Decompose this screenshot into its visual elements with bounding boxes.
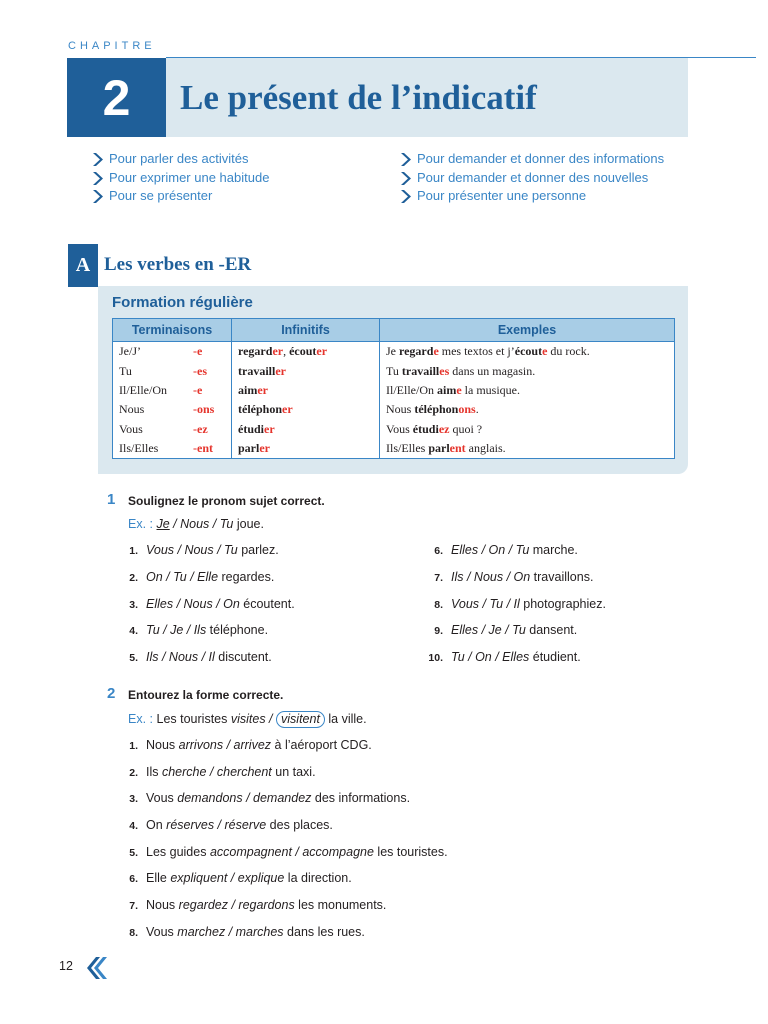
item-number: 6.: [129, 873, 138, 886]
item-rest: à l’aéroport CDG.: [271, 738, 372, 752]
verb-stem: parl: [428, 441, 450, 456]
table-row: [113, 420, 675, 439]
objective-item: Pour présenter une personne: [401, 187, 664, 206]
item-number: 1.: [129, 545, 138, 557]
objective-item: Pour exprimer une habitude: [93, 169, 269, 188]
verb-stem: regard: [238, 344, 273, 359]
verb-ending: er: [264, 421, 275, 436]
exercise-item: [112, 898, 448, 925]
exercise-instruction: Entourez la forme correcte.: [128, 688, 284, 702]
objective-item: Pour se présenter: [93, 187, 269, 206]
table-row: [113, 342, 675, 362]
verb-ending: er: [257, 382, 268, 397]
verb-ending: er: [275, 363, 286, 378]
verb-options[interactable]: cherche / cherchent: [161, 764, 272, 779]
table-row: [113, 400, 675, 419]
ending-cell: [113, 342, 232, 362]
item-rest: dans les rues.: [283, 924, 365, 939]
example-underlined: Je: [156, 517, 170, 531]
objective-item: Pour demander et donner des nouvelles: [401, 169, 664, 188]
ending: -ez: [193, 421, 208, 436]
verb-stem: écout: [514, 344, 543, 359]
exercise-example: Ex. : Les touristes visites / visitent la ville.: [128, 712, 367, 726]
objective-item: Pour demander et donner des informations: [401, 150, 664, 169]
verb-ending: er: [272, 344, 284, 359]
item-rest: des places.: [266, 818, 333, 833]
verb-stem: travaill: [238, 363, 276, 378]
exercise1-items-right: [417, 543, 606, 677]
infinitive-cell: [232, 400, 380, 419]
pronoun-options[interactable]: Elles / On / Tu: [451, 543, 530, 557]
verb-options[interactable]: regardez / regardons: [178, 898, 295, 913]
column-header: Terminaisons: [113, 319, 232, 342]
pronoun: Vous: [119, 421, 143, 436]
item-rest: les monuments.: [294, 898, 387, 913]
exercise-item: [112, 543, 295, 570]
item-number: 5.: [129, 846, 138, 859]
verb-options[interactable]: expliquent / explique: [170, 871, 285, 886]
verb-ending: ent: [449, 441, 466, 456]
exercise-item: [417, 650, 606, 677]
pronoun: Tu: [119, 363, 132, 378]
infinitive-cell: [232, 439, 380, 459]
item-pre: Nous: [146, 738, 179, 752]
example-options: / Nous / Tu: [169, 517, 234, 531]
item-pre: Les guides: [146, 844, 210, 859]
ending-cell: [113, 400, 232, 419]
infinitive-cell: [232, 361, 380, 380]
circled-answer: visitent: [276, 711, 325, 728]
chevron-right-icon: [401, 172, 415, 185]
item-number: 7.: [434, 571, 443, 584]
section-title: Les verbes en -ER: [104, 254, 252, 275]
item-pre: Vous: [146, 791, 178, 806]
item-rest: travaillons.: [530, 569, 594, 584]
chevron-right-icon: [93, 153, 107, 166]
exercise-instruction: Soulignez le pronom sujet correct.: [128, 494, 325, 508]
verb-ending: e: [542, 344, 548, 359]
item-rest: la direction.: [284, 871, 352, 886]
chapter-number: 2: [67, 58, 166, 137]
exercise-item: [112, 845, 448, 872]
example-cell: Vous étudiez quoi ?: [380, 420, 675, 439]
chapter-label: CHAPITRE: [68, 40, 156, 52]
ending-cell: [113, 381, 232, 400]
item-number: 5.: [129, 652, 138, 665]
item-number: 4.: [129, 820, 138, 833]
pronoun-options[interactable]: Elles / Nous / On: [146, 596, 240, 611]
exercise-number: 1: [107, 491, 116, 508]
verb-ending: ez: [438, 421, 450, 436]
item-rest: écoutent.: [239, 596, 295, 611]
page-number: 12: [59, 959, 73, 973]
infinitive-cell: [232, 381, 380, 400]
item-rest: téléphone.: [206, 623, 269, 638]
example-cell: Il/Elle/On aime la musique.: [380, 381, 675, 400]
verb-stem: parl: [238, 441, 260, 456]
example-label: Ex. :: [128, 712, 154, 726]
exercise-item: [112, 597, 295, 624]
exercise-example: [128, 517, 264, 531]
exercise2-items: [112, 738, 448, 952]
item-number: 2.: [129, 766, 138, 779]
chevron-right-icon: [401, 190, 415, 203]
exercise-item: [112, 738, 448, 765]
verb-stem: étudi: [238, 421, 265, 436]
item-rest: dansent.: [525, 623, 578, 638]
example-label: Ex. :: [128, 517, 154, 531]
objectives-left: [93, 150, 269, 206]
section-letter: A: [68, 244, 98, 287]
table-row: [113, 439, 675, 459]
item-pre: Elle: [146, 871, 171, 886]
example-rest: joue.: [233, 517, 264, 531]
ending: -ent: [193, 441, 213, 456]
chapter-title: Le présent de l’indicatif: [180, 78, 537, 117]
pronoun-options[interactable]: On / Tu / Elle: [146, 569, 219, 584]
example-cell: Je regarde mes textos et j’écoute du rock.: [380, 342, 675, 362]
objectives-right: [401, 150, 664, 206]
verb-options[interactable]: marchez / marches: [177, 924, 284, 939]
item-number: 8.: [434, 598, 443, 611]
chevron-right-icon: [93, 172, 107, 185]
verb-stem: travaill: [401, 363, 440, 378]
exercise-number: 2: [107, 685, 116, 702]
pronoun: Ils/Elles: [119, 441, 159, 456]
verb-options[interactable]: arrivons / arrivez: [178, 738, 272, 752]
item-number: 8.: [129, 926, 138, 939]
example-cell: Ils/Elles parlent anglais.: [380, 439, 675, 459]
item-number: 2.: [129, 571, 138, 584]
item-rest: un taxi.: [271, 764, 316, 779]
item-number: 10.: [428, 652, 443, 665]
exercise-item: [112, 650, 295, 677]
verb-ending: ons: [458, 402, 476, 417]
verb-stem: écout: [289, 344, 317, 359]
verb-ending: er: [259, 441, 270, 456]
exercise-item: [112, 570, 295, 597]
item-number: 1.: [129, 740, 138, 752]
exercise-item: [417, 543, 606, 570]
infinitive-cell: regarder, écouter: [232, 342, 380, 362]
verb-stem: étudi: [412, 421, 439, 436]
ending: -es: [193, 363, 207, 378]
item-rest: les touristes.: [373, 844, 448, 859]
example-cell: Tu travailles dans un magasin.: [380, 361, 675, 380]
verb-stem: téléphon: [238, 402, 283, 417]
item-pre: Vous: [146, 924, 178, 939]
ending-cell: [113, 361, 232, 380]
exercise-item: [112, 623, 295, 650]
item-pre: Nous: [146, 898, 179, 913]
chevron-right-icon: [401, 153, 415, 166]
item-number: 7.: [129, 900, 138, 913]
item-rest: étudient.: [529, 650, 581, 665]
item-pre: Ils: [146, 764, 162, 779]
pronoun-options[interactable]: Tu / Je / Ils: [146, 623, 207, 638]
pronoun: Nous: [119, 402, 145, 417]
exercise-item: [417, 623, 606, 650]
example-cell: Nous téléphonons.: [380, 400, 675, 419]
verb-ending: es: [439, 363, 450, 378]
verb-ending: e: [433, 344, 439, 359]
table-row: [113, 381, 675, 400]
verb-ending: e: [456, 382, 462, 397]
ending-cell: [113, 420, 232, 439]
infinitive-cell: [232, 420, 380, 439]
conjugation-table: [112, 318, 675, 459]
item-number: 9.: [434, 625, 443, 638]
verb-options[interactable]: réserves / réserve: [166, 818, 267, 833]
chevron-left-icon: [84, 956, 108, 980]
objective-item: Pour parler des activités: [93, 150, 269, 169]
item-rest: regardes.: [218, 569, 275, 584]
pronoun-options[interactable]: Tu / On / Elles: [451, 650, 530, 665]
item-number: 3.: [129, 598, 138, 611]
column-header: Infinitifs: [232, 319, 380, 342]
chevron-right-icon: [93, 190, 107, 203]
exercise-item: [112, 818, 448, 845]
item-number: 3.: [129, 793, 138, 806]
item-number: 6.: [434, 545, 443, 557]
verb-stem: aim: [437, 382, 457, 397]
pronoun-options[interactable]: Ils / Nous / On: [451, 569, 531, 584]
item-rest: parlez.: [237, 543, 279, 557]
item-pre: On: [146, 818, 167, 833]
item-rest: discutent.: [214, 650, 272, 665]
pronoun-options[interactable]: Vous / Nous / Tu: [146, 543, 238, 557]
ending: -e: [193, 344, 203, 359]
exercise1-items-left: [112, 543, 295, 677]
pronoun-options[interactable]: Vous / Tu / Il: [451, 596, 520, 611]
verb-options[interactable]: accompagnent / accompagne: [209, 844, 374, 859]
ending: -ons: [193, 402, 215, 417]
exercise-item: [417, 570, 606, 597]
verb-stem: aim: [238, 382, 258, 397]
exercise-item: [112, 871, 448, 898]
pronoun: Il/Elle/On: [119, 382, 167, 397]
verb-stem: téléphon: [414, 402, 459, 417]
exercise-item: [417, 597, 606, 624]
verb-stem: regard: [399, 344, 434, 359]
verb-options[interactable]: demandons / demandez: [177, 791, 312, 806]
grammar-box-title: Formation régulière: [112, 294, 253, 311]
exercise-item: [112, 791, 448, 818]
ending-cell: [113, 439, 232, 459]
verb-ending: er: [282, 402, 293, 417]
verb-ending: er: [316, 344, 328, 359]
pronoun: Je/J’: [119, 344, 141, 359]
item-number: 4.: [129, 625, 138, 638]
table-row: [113, 361, 675, 380]
pronoun-options[interactable]: Elles / Je / Tu: [451, 623, 526, 638]
item-rest: marche.: [529, 543, 578, 557]
exercise-item: [112, 765, 448, 792]
column-header: Exemples: [380, 319, 675, 342]
ending: -e: [193, 382, 203, 397]
pronoun-options[interactable]: Ils / Nous / Il: [146, 650, 215, 665]
exercise-item: [112, 925, 448, 952]
item-rest: des informations.: [311, 791, 411, 806]
item-rest: photographiez.: [519, 596, 606, 611]
